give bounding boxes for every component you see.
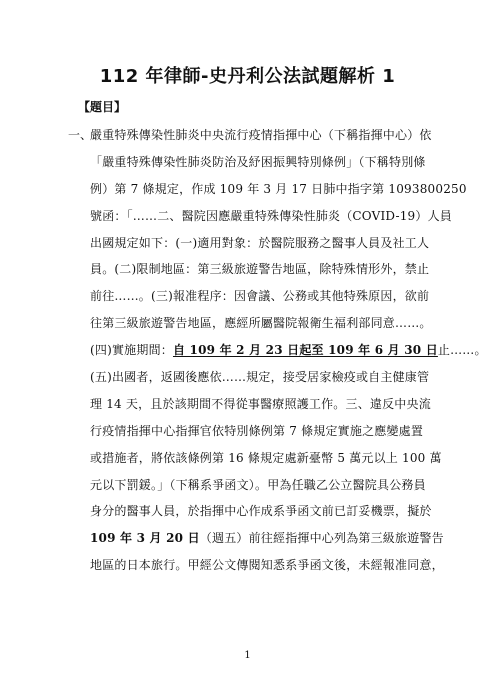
body-line: 行疫情指揮中心指揮官依特別條例第 7 條規定實施之應變處置 — [90, 423, 424, 438]
body-line-suffix: （週五）前往經指揮中心列為第三級旅遊警告 — [199, 531, 444, 546]
body-line: 身分的醫事人員，於指揮中心作成系爭函文前已訂妥機票，擬於 — [90, 504, 432, 519]
body-line: 「嚴重特殊傳染性肺炎防治及紓困振興特別條例」（下稱特別條 — [90, 154, 426, 169]
item-number: 一、 — [68, 128, 93, 142]
page-number: 1 — [244, 650, 251, 661]
document-title: 112 年律師-史丹利公法試題解析 1 — [99, 66, 396, 87]
body-line: 或措施者，將依該條例第 16 條規定處新臺幣 5 萬元以上 100 萬 — [90, 450, 442, 465]
body-line-prefix: (四)實施期間： — [90, 343, 173, 358]
body-line: 例）第 7 條規定，作成 109 年 3 月 17 日肺中指字第 1093800250 — [90, 181, 467, 196]
body-line: (五)出國者，返國後應依……規定，接受居家檢疫或自主健康管 — [90, 370, 430, 385]
body-line: 出國規定如下：(一)適用對象：於醫院服務之醫事人員及社工人 — [90, 235, 430, 250]
body-line: 往第三級旅遊警告地區，應經所屬醫院報衛生福利部同意……。 — [90, 316, 432, 331]
body-line-travel-date — [90, 525, 444, 552]
body-line: 元以下罰鍰。」（下稱系爭函文）。甲為任職乙公立醫院具公務員 — [90, 477, 426, 492]
body-line: 號函：「……二、醫院因應嚴重特殊傳染性肺炎（COVID-19）人員 — [90, 208, 452, 223]
body-line: 前往……。(三)報准程序：因會議、公務或其他特殊原因，欲前 — [90, 289, 430, 304]
body-line: 地區的日本旅行。甲經公文傳閱知悉系爭函文後，未經報准同意， — [90, 558, 444, 573]
body-line-suffix: 止……。 — [437, 343, 487, 358]
section-label: 【題目】 — [78, 100, 127, 114]
question-body — [90, 122, 487, 579]
body-line: 員。(二)限制地區：第三級旅遊警告地區，除特殊情形外，禁止 — [90, 262, 430, 277]
travel-date-emphasis: 109 年 3 月 20 日 — [90, 531, 200, 546]
body-line: 嚴重特殊傳染性肺炎中央流行疫情指揮中心（下稱指揮中心）依 — [90, 128, 432, 142]
implementation-period-emphasis: 自 109 年 2 月 23 日起至 109 年 6 月 30 日 — [172, 343, 438, 358]
body-line: 理 14 天，且於該期間不得從事醫療照護工作。三、違反中央流 — [90, 396, 431, 411]
body-line-implementation-period — [90, 337, 487, 364]
